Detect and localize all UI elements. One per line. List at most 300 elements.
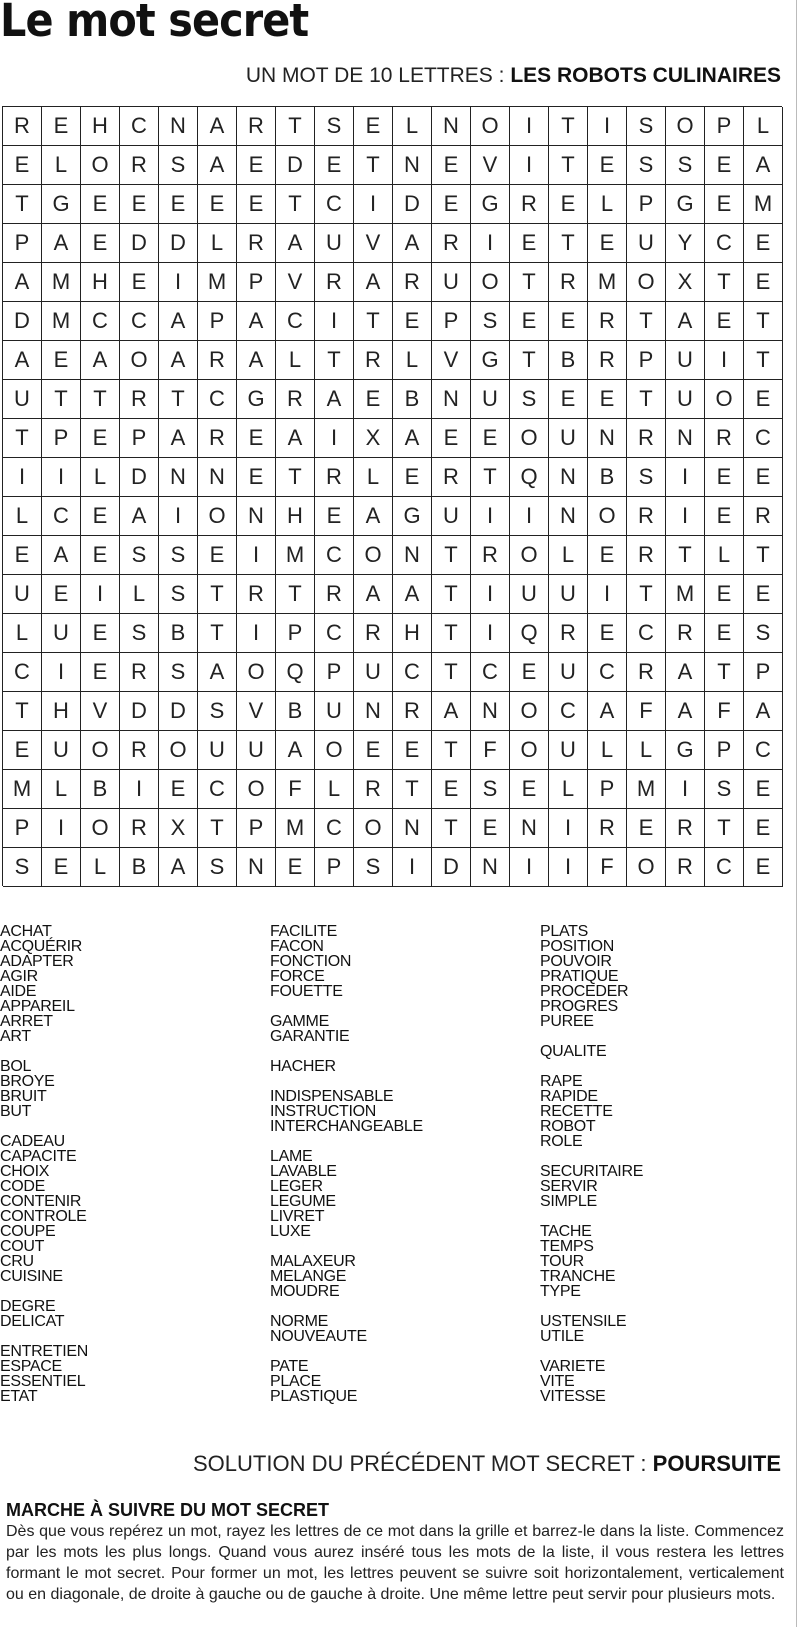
word-list-item[interactable]: POSITION: [540, 938, 615, 955]
word-list-item[interactable]: CADEAU: [0, 1133, 65, 1150]
grid-cell[interactable]: C: [315, 809, 354, 848]
grid-cell[interactable]: E: [120, 263, 159, 302]
word-list-item[interactable]: PROCEDER: [540, 983, 629, 1000]
grid-cell[interactable]: O: [510, 731, 549, 770]
grid-cell[interactable]: R: [549, 263, 588, 302]
grid-cell[interactable]: C: [276, 302, 315, 341]
grid-cell[interactable]: R: [315, 458, 354, 497]
grid-cell[interactable]: E: [354, 380, 393, 419]
grid-cell[interactable]: A: [81, 341, 120, 380]
grid-cell[interactable]: E: [510, 653, 549, 692]
grid-cell[interactable]: I: [393, 848, 432, 887]
grid-cell[interactable]: E: [354, 107, 393, 146]
grid-cell[interactable]: C: [744, 731, 783, 770]
grid-cell[interactable]: C: [705, 848, 744, 887]
grid-cell[interactable]: U: [666, 380, 705, 419]
grid-cell[interactable]: C: [3, 653, 42, 692]
grid-cell[interactable]: E: [744, 458, 783, 497]
grid-cell[interactable]: U: [237, 731, 276, 770]
grid-cell[interactable]: R: [744, 497, 783, 536]
word-list-item[interactable]: POUVOIR: [540, 953, 612, 970]
word-list-item[interactable]: NOUVEAUTE: [270, 1328, 367, 1345]
grid-cell[interactable]: N: [471, 848, 510, 887]
grid-cell[interactable]: E: [237, 185, 276, 224]
grid-cell[interactable]: A: [588, 692, 627, 731]
word-list-item[interactable]: LAVABLE: [270, 1163, 337, 1180]
grid-cell[interactable]: R: [627, 536, 666, 575]
grid-cell[interactable]: M: [276, 536, 315, 575]
grid-cell[interactable]: R: [354, 614, 393, 653]
grid-cell[interactable]: N: [159, 107, 198, 146]
grid-cell[interactable]: T: [510, 263, 549, 302]
grid-cell[interactable]: D: [432, 848, 471, 887]
grid-cell[interactable]: E: [744, 848, 783, 887]
grid-cell[interactable]: I: [471, 614, 510, 653]
grid-cell[interactable]: A: [354, 575, 393, 614]
grid-cell[interactable]: O: [510, 692, 549, 731]
grid-cell[interactable]: H: [42, 692, 81, 731]
grid-cell[interactable]: L: [393, 341, 432, 380]
grid-cell[interactable]: E: [705, 302, 744, 341]
grid-cell[interactable]: M: [744, 185, 783, 224]
grid-cell[interactable]: E: [237, 419, 276, 458]
grid-cell[interactable]: I: [471, 575, 510, 614]
grid-cell[interactable]: N: [588, 419, 627, 458]
word-list-item[interactable]: VITE: [540, 1373, 575, 1390]
grid-cell[interactable]: F: [276, 770, 315, 809]
grid-cell[interactable]: G: [666, 731, 705, 770]
grid-cell[interactable]: M: [42, 302, 81, 341]
grid-cell[interactable]: U: [42, 614, 81, 653]
grid-cell[interactable]: A: [393, 419, 432, 458]
grid-cell[interactable]: L: [549, 770, 588, 809]
grid-cell[interactable]: C: [705, 224, 744, 263]
grid-cell[interactable]: A: [276, 731, 315, 770]
grid-cell[interactable]: C: [315, 614, 354, 653]
grid-cell[interactable]: I: [510, 848, 549, 887]
word-list-item[interactable]: GARANTIE: [270, 1028, 350, 1045]
letter-grid[interactable]: [2, 106, 782, 886]
grid-cell[interactable]: E: [588, 614, 627, 653]
grid-cell[interactable]: E: [744, 380, 783, 419]
word-list-item[interactable]: PROGRES: [540, 998, 618, 1015]
grid-cell[interactable]: P: [3, 809, 42, 848]
grid-cell[interactable]: T: [666, 536, 705, 575]
word-list-item[interactable]: AGIR: [0, 968, 38, 985]
grid-cell[interactable]: S: [354, 848, 393, 887]
grid-cell[interactable]: M: [627, 770, 666, 809]
grid-cell[interactable]: A: [120, 497, 159, 536]
grid-cell[interactable]: O: [81, 146, 120, 185]
grid-cell[interactable]: E: [42, 107, 81, 146]
grid-cell[interactable]: E: [705, 497, 744, 536]
grid-cell[interactable]: S: [159, 653, 198, 692]
word-list-item[interactable]: INSTRUCTION: [270, 1103, 377, 1120]
grid-cell[interactable]: L: [120, 575, 159, 614]
grid-cell[interactable]: V: [354, 224, 393, 263]
grid-cell[interactable]: O: [81, 809, 120, 848]
grid-cell[interactable]: T: [159, 380, 198, 419]
grid-cell[interactable]: I: [510, 107, 549, 146]
grid-cell[interactable]: P: [588, 770, 627, 809]
grid-cell[interactable]: A: [237, 341, 276, 380]
word-list-item[interactable]: CHOIX: [0, 1163, 50, 1180]
grid-cell[interactable]: I: [42, 809, 81, 848]
grid-cell[interactable]: E: [42, 575, 81, 614]
grid-cell[interactable]: T: [42, 380, 81, 419]
grid-cell[interactable]: R: [627, 497, 666, 536]
grid-cell[interactable]: C: [120, 302, 159, 341]
grid-cell[interactable]: E: [81, 536, 120, 575]
grid-cell[interactable]: P: [744, 653, 783, 692]
grid-cell[interactable]: T: [276, 458, 315, 497]
grid-cell[interactable]: Q: [276, 653, 315, 692]
grid-cell[interactable]: T: [3, 185, 42, 224]
grid-cell[interactable]: N: [549, 458, 588, 497]
grid-cell[interactable]: R: [354, 341, 393, 380]
grid-cell[interactable]: T: [627, 302, 666, 341]
grid-cell[interactable]: E: [393, 731, 432, 770]
grid-cell[interactable]: D: [120, 224, 159, 263]
grid-cell[interactable]: A: [666, 653, 705, 692]
grid-cell[interactable]: R: [120, 731, 159, 770]
grid-cell[interactable]: R: [315, 575, 354, 614]
word-list-item[interactable]: DEGRE: [0, 1298, 56, 1315]
grid-cell[interactable]: E: [705, 614, 744, 653]
grid-cell[interactable]: E: [588, 146, 627, 185]
grid-cell[interactable]: L: [627, 731, 666, 770]
word-list-item[interactable]: SIMPLE: [540, 1193, 597, 1210]
grid-cell[interactable]: E: [276, 848, 315, 887]
grid-cell[interactable]: U: [198, 731, 237, 770]
grid-cell[interactable]: X: [354, 419, 393, 458]
grid-cell[interactable]: O: [354, 809, 393, 848]
word-list-item[interactable]: BROYE: [0, 1073, 55, 1090]
grid-cell[interactable]: R: [237, 575, 276, 614]
grid-cell[interactable]: L: [354, 458, 393, 497]
grid-cell[interactable]: A: [159, 302, 198, 341]
grid-cell[interactable]: D: [393, 185, 432, 224]
grid-cell[interactable]: S: [744, 614, 783, 653]
grid-cell[interactable]: F: [588, 848, 627, 887]
grid-cell[interactable]: I: [705, 341, 744, 380]
grid-cell[interactable]: L: [3, 614, 42, 653]
grid-cell[interactable]: F: [705, 692, 744, 731]
grid-cell[interactable]: M: [666, 575, 705, 614]
word-list-item[interactable]: CONTROLE: [0, 1208, 87, 1225]
grid-cell[interactable]: D: [120, 692, 159, 731]
grid-cell[interactable]: E: [705, 458, 744, 497]
grid-cell[interactable]: O: [627, 848, 666, 887]
grid-cell[interactable]: E: [432, 146, 471, 185]
grid-cell[interactable]: I: [510, 497, 549, 536]
grid-cell[interactable]: H: [276, 497, 315, 536]
grid-cell[interactable]: P: [432, 302, 471, 341]
grid-cell[interactable]: P: [315, 653, 354, 692]
grid-cell[interactable]: I: [471, 497, 510, 536]
grid-cell[interactable]: L: [276, 341, 315, 380]
word-list-item[interactable]: CRU: [0, 1253, 34, 1270]
grid-cell[interactable]: R: [627, 653, 666, 692]
grid-cell[interactable]: I: [510, 146, 549, 185]
grid-cell[interactable]: D: [159, 224, 198, 263]
grid-cell[interactable]: I: [588, 107, 627, 146]
word-list-item[interactable]: TYPE: [540, 1283, 581, 1300]
grid-cell[interactable]: T: [315, 341, 354, 380]
grid-cell[interactable]: H: [81, 263, 120, 302]
grid-cell[interactable]: A: [42, 224, 81, 263]
word-list-item[interactable]: QUALITE: [540, 1043, 607, 1060]
grid-cell[interactable]: Q: [510, 614, 549, 653]
grid-cell[interactable]: O: [510, 536, 549, 575]
grid-cell[interactable]: E: [432, 419, 471, 458]
grid-cell[interactable]: R: [237, 107, 276, 146]
grid-cell[interactable]: N: [198, 458, 237, 497]
word-list-item[interactable]: COUT: [0, 1238, 45, 1255]
grid-cell[interactable]: E: [81, 419, 120, 458]
grid-cell[interactable]: S: [627, 458, 666, 497]
grid-cell[interactable]: M: [3, 770, 42, 809]
grid-cell[interactable]: U: [315, 692, 354, 731]
grid-cell[interactable]: T: [3, 692, 42, 731]
grid-cell[interactable]: E: [705, 185, 744, 224]
grid-cell[interactable]: C: [42, 497, 81, 536]
grid-cell[interactable]: A: [393, 575, 432, 614]
grid-cell[interactable]: S: [315, 107, 354, 146]
grid-cell[interactable]: O: [354, 536, 393, 575]
grid-cell[interactable]: V: [471, 146, 510, 185]
grid-cell[interactable]: I: [42, 653, 81, 692]
grid-cell[interactable]: L: [705, 536, 744, 575]
grid-cell[interactable]: A: [432, 692, 471, 731]
grid-cell[interactable]: H: [81, 107, 120, 146]
grid-cell[interactable]: A: [666, 692, 705, 731]
grid-cell[interactable]: C: [549, 692, 588, 731]
word-list-item[interactable]: USTENSILE: [540, 1313, 627, 1330]
grid-cell[interactable]: T: [276, 575, 315, 614]
word-list-item[interactable]: NORME: [270, 1313, 329, 1330]
grid-cell[interactable]: E: [744, 575, 783, 614]
grid-cell[interactable]: M: [42, 263, 81, 302]
grid-cell[interactable]: E: [198, 185, 237, 224]
grid-cell[interactable]: E: [198, 536, 237, 575]
grid-cell[interactable]: E: [42, 341, 81, 380]
word-list-item[interactable]: CAPACITE: [0, 1148, 77, 1165]
grid-cell[interactable]: I: [549, 809, 588, 848]
word-list-item[interactable]: TRANCHE: [540, 1268, 616, 1285]
grid-cell[interactable]: P: [237, 809, 276, 848]
word-list-item[interactable]: ENTRETIEN: [0, 1343, 88, 1360]
grid-cell[interactable]: N: [432, 107, 471, 146]
grid-cell[interactable]: R: [315, 263, 354, 302]
word-list-item[interactable]: ADAPTER: [0, 953, 74, 970]
grid-cell[interactable]: S: [471, 302, 510, 341]
grid-cell[interactable]: L: [42, 146, 81, 185]
grid-cell[interactable]: E: [510, 302, 549, 341]
grid-cell[interactable]: T: [354, 146, 393, 185]
grid-cell[interactable]: R: [432, 224, 471, 263]
grid-cell[interactable]: S: [627, 146, 666, 185]
grid-cell[interactable]: E: [471, 419, 510, 458]
grid-cell[interactable]: E: [81, 614, 120, 653]
word-list-item[interactable]: PLATS: [540, 923, 589, 940]
grid-cell[interactable]: A: [744, 692, 783, 731]
word-list-item[interactable]: COUPE: [0, 1223, 56, 1240]
grid-cell[interactable]: V: [432, 341, 471, 380]
word-list-item[interactable]: ESPACE: [0, 1358, 62, 1375]
grid-cell[interactable]: E: [81, 653, 120, 692]
grid-cell[interactable]: V: [276, 263, 315, 302]
word-list-item[interactable]: RECETTE: [540, 1103, 613, 1120]
grid-cell[interactable]: N: [549, 497, 588, 536]
grid-cell[interactable]: E: [510, 770, 549, 809]
grid-cell[interactable]: R: [705, 419, 744, 458]
word-list-item[interactable]: PLACE: [270, 1373, 321, 1390]
word-list-item[interactable]: SECURITAIRE: [540, 1163, 644, 1180]
grid-cell[interactable]: E: [3, 146, 42, 185]
grid-cell[interactable]: O: [237, 770, 276, 809]
grid-cell[interactable]: E: [705, 575, 744, 614]
grid-cell[interactable]: R: [627, 419, 666, 458]
grid-cell[interactable]: R: [510, 185, 549, 224]
grid-cell[interactable]: O: [627, 263, 666, 302]
grid-cell[interactable]: E: [744, 263, 783, 302]
grid-cell[interactable]: C: [120, 107, 159, 146]
grid-cell[interactable]: N: [666, 419, 705, 458]
word-list-item[interactable]: TACHE: [540, 1223, 592, 1240]
grid-cell[interactable]: D: [3, 302, 42, 341]
grid-cell[interactable]: U: [549, 575, 588, 614]
word-list-item[interactable]: AIDE: [0, 983, 37, 1000]
word-list-item[interactable]: ACQUÉRIR: [0, 938, 83, 955]
grid-cell[interactable]: X: [666, 263, 705, 302]
grid-cell[interactable]: S: [159, 146, 198, 185]
grid-cell[interactable]: T: [3, 419, 42, 458]
word-list-item[interactable]: CONTENIR: [0, 1193, 82, 1210]
grid-cell[interactable]: R: [549, 614, 588, 653]
grid-cell[interactable]: V: [237, 692, 276, 731]
grid-cell[interactable]: R: [120, 653, 159, 692]
grid-cell[interactable]: U: [3, 380, 42, 419]
grid-cell[interactable]: A: [159, 419, 198, 458]
grid-cell[interactable]: I: [666, 497, 705, 536]
grid-cell[interactable]: G: [471, 341, 510, 380]
grid-cell[interactable]: L: [744, 107, 783, 146]
grid-cell[interactable]: C: [198, 380, 237, 419]
grid-cell[interactable]: R: [276, 380, 315, 419]
grid-cell[interactable]: S: [510, 380, 549, 419]
grid-cell[interactable]: P: [120, 419, 159, 458]
grid-cell[interactable]: E: [159, 185, 198, 224]
grid-cell[interactable]: T: [432, 809, 471, 848]
grid-cell[interactable]: E: [3, 731, 42, 770]
grid-cell[interactable]: S: [627, 107, 666, 146]
grid-cell[interactable]: A: [159, 341, 198, 380]
grid-cell[interactable]: G: [237, 380, 276, 419]
grid-cell[interactable]: A: [198, 653, 237, 692]
grid-cell[interactable]: N: [510, 809, 549, 848]
grid-cell[interactable]: B: [276, 692, 315, 731]
word-list-item[interactable]: MALAXEUR: [270, 1253, 356, 1270]
grid-cell[interactable]: Q: [510, 458, 549, 497]
grid-cell[interactable]: E: [510, 224, 549, 263]
grid-cell[interactable]: E: [315, 497, 354, 536]
word-list-item[interactable]: RAPIDE: [540, 1088, 598, 1105]
grid-cell[interactable]: T: [432, 575, 471, 614]
grid-cell[interactable]: S: [3, 848, 42, 887]
grid-cell[interactable]: P: [198, 302, 237, 341]
grid-cell[interactable]: R: [666, 809, 705, 848]
grid-cell[interactable]: N: [159, 458, 198, 497]
grid-cell[interactable]: N: [393, 146, 432, 185]
grid-cell[interactable]: I: [3, 458, 42, 497]
word-list-item[interactable]: RAPE: [540, 1073, 583, 1090]
grid-cell[interactable]: A: [159, 848, 198, 887]
word-list-item[interactable]: INDISPENSABLE: [270, 1088, 394, 1105]
grid-cell[interactable]: R: [198, 419, 237, 458]
word-list-item[interactable]: PRATIQUE: [540, 968, 619, 985]
grid-cell[interactable]: L: [198, 224, 237, 263]
grid-cell[interactable]: S: [159, 536, 198, 575]
grid-cell[interactable]: T: [276, 185, 315, 224]
word-list-item[interactable]: VITESSE: [540, 1388, 606, 1405]
grid-cell[interactable]: P: [237, 263, 276, 302]
grid-cell[interactable]: T: [705, 809, 744, 848]
grid-cell[interactable]: M: [588, 263, 627, 302]
grid-cell[interactable]: R: [120, 380, 159, 419]
grid-cell[interactable]: T: [198, 809, 237, 848]
grid-cell[interactable]: H: [393, 614, 432, 653]
grid-cell[interactable]: I: [471, 224, 510, 263]
grid-cell[interactable]: E: [81, 185, 120, 224]
grid-cell[interactable]: C: [744, 419, 783, 458]
grid-cell[interactable]: E: [432, 185, 471, 224]
word-list-item[interactable]: GAMME: [270, 1013, 329, 1030]
grid-cell[interactable]: P: [705, 107, 744, 146]
grid-cell[interactable]: E: [237, 458, 276, 497]
grid-cell[interactable]: T: [510, 341, 549, 380]
grid-cell[interactable]: B: [588, 458, 627, 497]
grid-cell[interactable]: E: [315, 146, 354, 185]
grid-cell[interactable]: T: [549, 146, 588, 185]
grid-cell[interactable]: T: [627, 380, 666, 419]
grid-cell[interactable]: A: [744, 146, 783, 185]
grid-cell[interactable]: R: [120, 809, 159, 848]
grid-cell[interactable]: G: [471, 185, 510, 224]
grid-cell[interactable]: C: [315, 185, 354, 224]
grid-cell[interactable]: L: [81, 848, 120, 887]
grid-cell[interactable]: R: [432, 458, 471, 497]
grid-cell[interactable]: P: [42, 419, 81, 458]
grid-cell[interactable]: X: [159, 809, 198, 848]
grid-cell[interactable]: O: [471, 263, 510, 302]
grid-cell[interactable]: E: [588, 380, 627, 419]
word-list-item[interactable]: FORCE: [270, 968, 325, 985]
grid-cell[interactable]: U: [549, 731, 588, 770]
grid-cell[interactable]: O: [315, 731, 354, 770]
grid-cell[interactable]: P: [3, 224, 42, 263]
word-list-item[interactable]: LAME: [270, 1148, 313, 1165]
grid-cell[interactable]: E: [432, 770, 471, 809]
grid-cell[interactable]: S: [666, 146, 705, 185]
grid-cell[interactable]: E: [549, 380, 588, 419]
grid-cell[interactable]: L: [315, 770, 354, 809]
grid-cell[interactable]: A: [354, 497, 393, 536]
grid-cell[interactable]: E: [549, 302, 588, 341]
word-list-item[interactable]: DELICAT: [0, 1313, 65, 1330]
grid-cell[interactable]: B: [549, 341, 588, 380]
grid-cell[interactable]: A: [3, 263, 42, 302]
